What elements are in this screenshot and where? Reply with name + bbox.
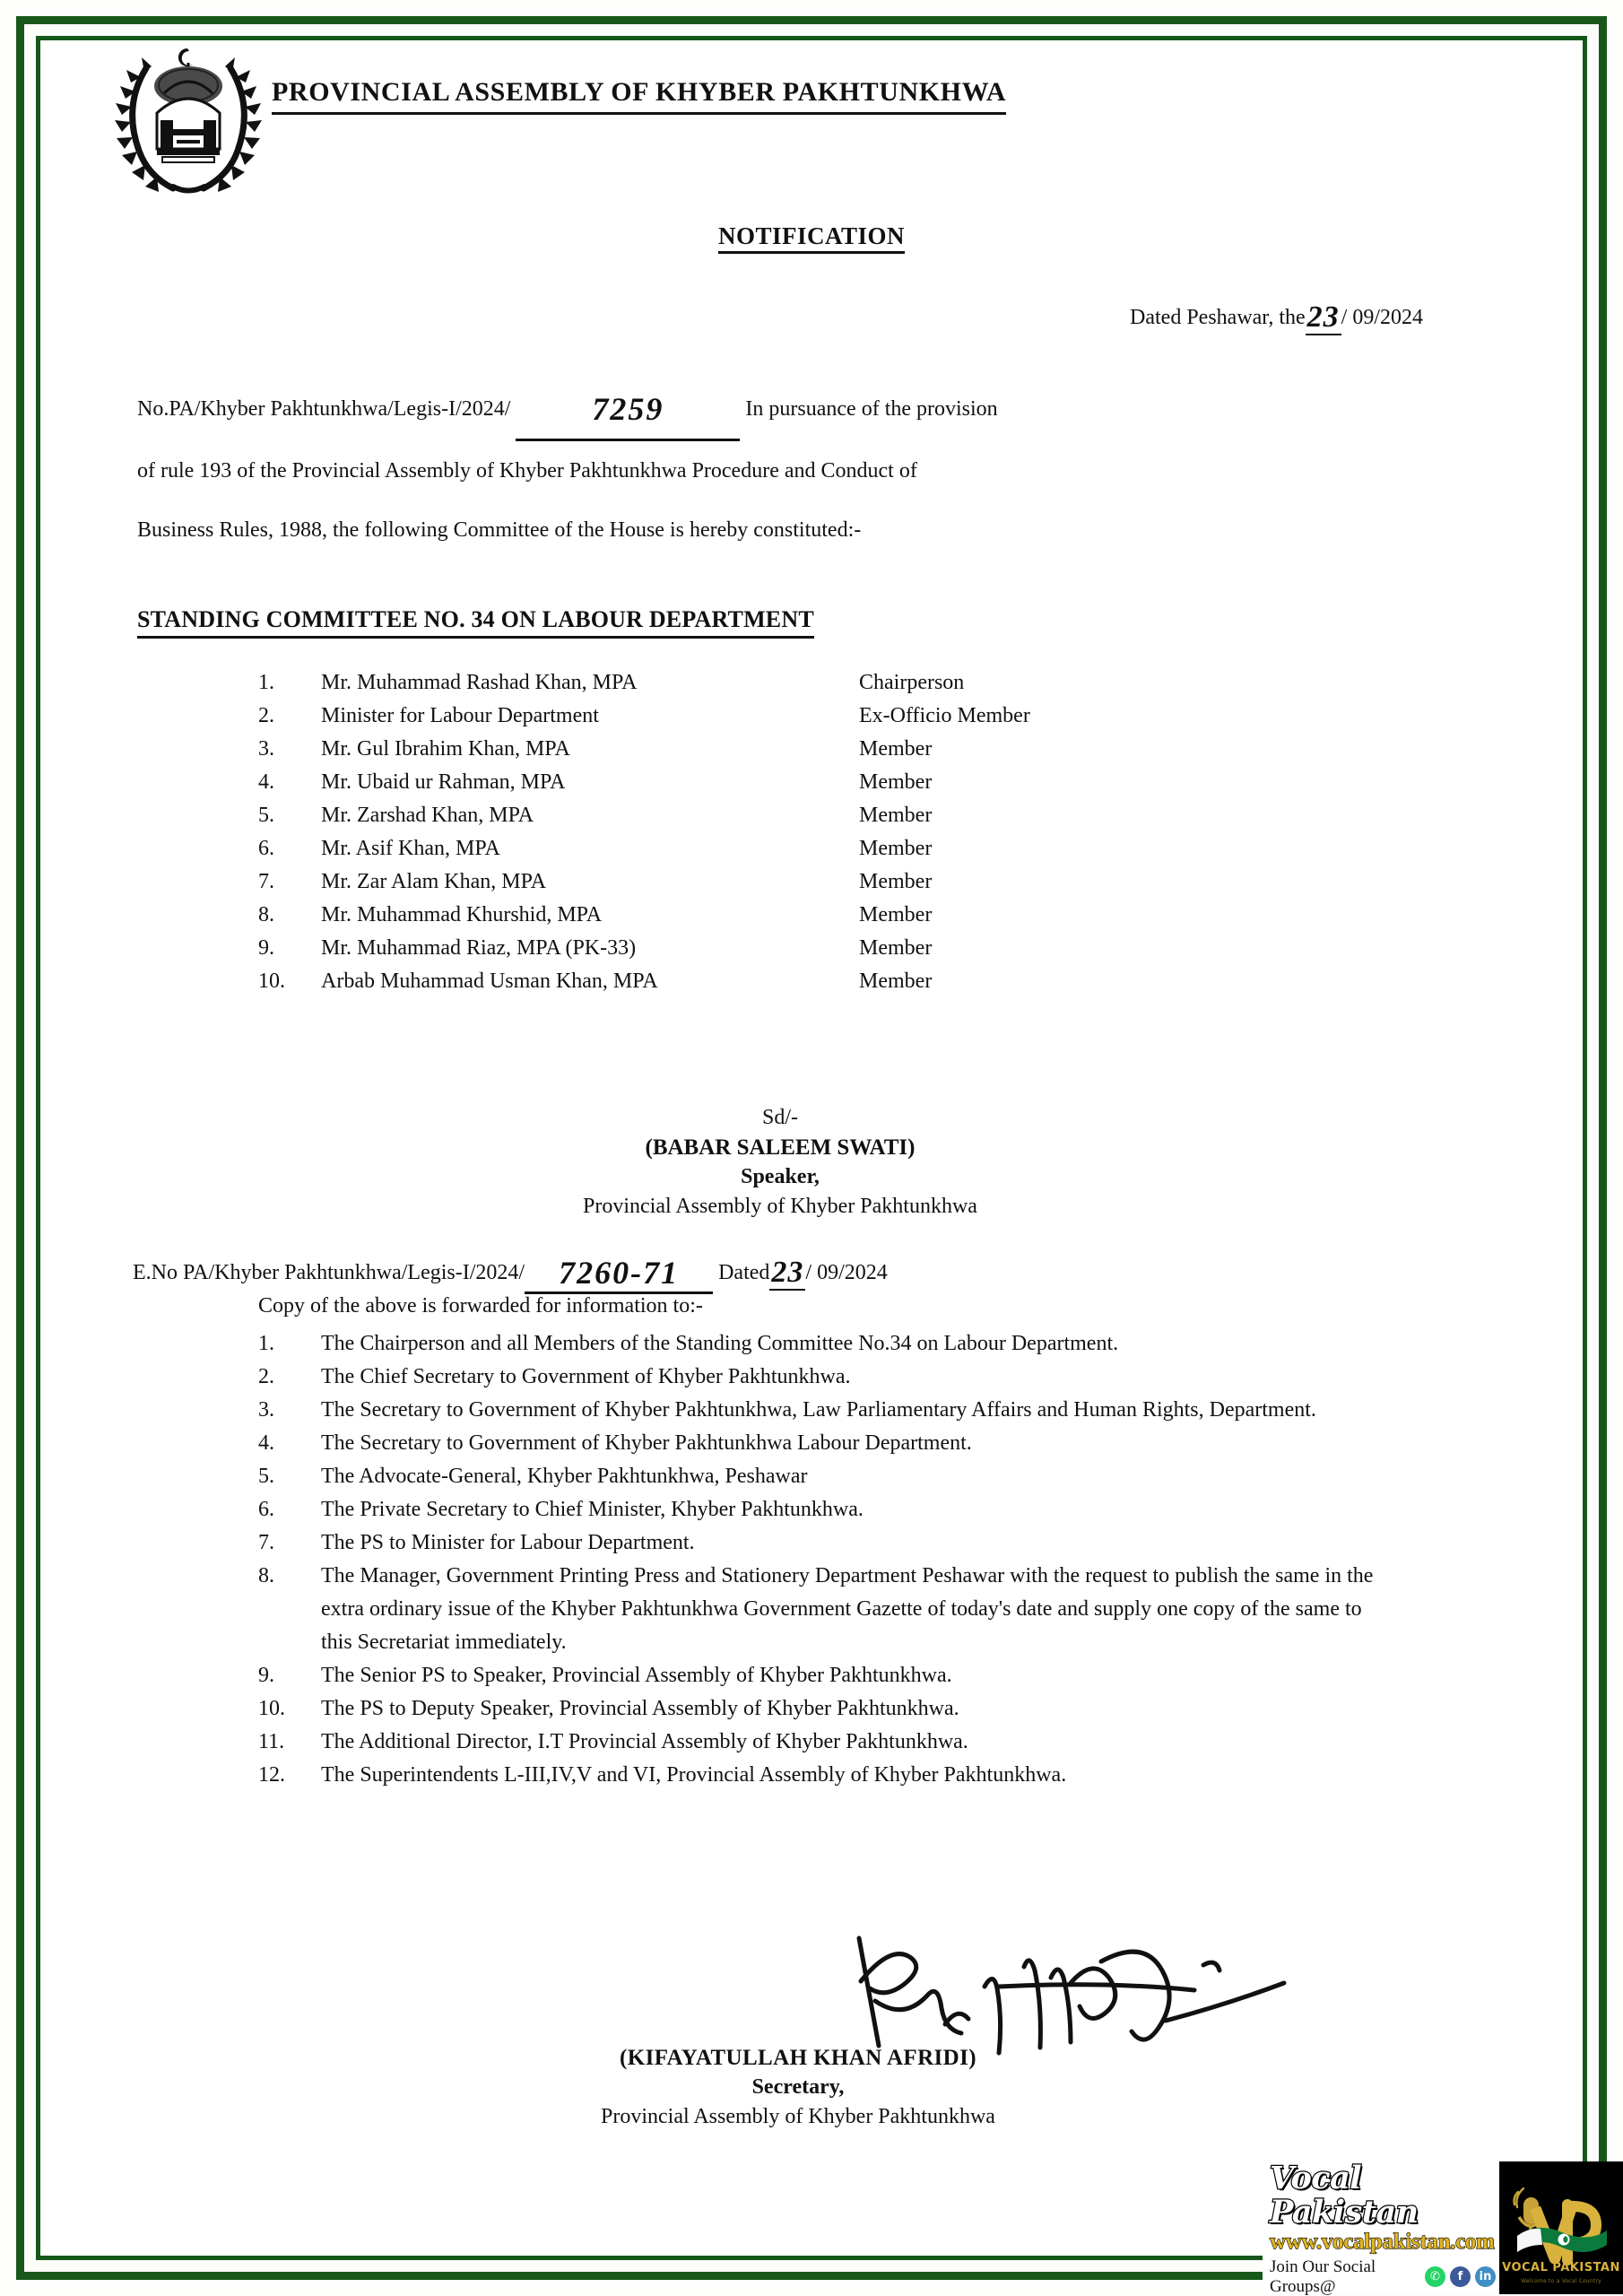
document-header <box>43 43 1580 213</box>
member-number: 5. <box>258 804 274 827</box>
endorsement-dated-label: Dated <box>718 1261 770 1284</box>
reference-body-part2: of rule 193 of the Provincial Assembly of Khyber Pakhtunkhwa Procedure and Conduct of <box>137 459 917 483</box>
member-row <box>258 804 1334 837</box>
member-number: 10. <box>258 970 285 993</box>
copy-list-item <box>258 1560 1379 1659</box>
copy-list-item <box>258 1659 1379 1692</box>
copy-item-number: 3. <box>258 1398 274 1422</box>
provincial-assembly-emblem-icon <box>110 43 267 196</box>
secretary-role: Secretary, <box>751 2075 845 2099</box>
notification-heading-text: NOTIFICATION <box>718 222 905 254</box>
member-role: Member <box>859 870 933 893</box>
logo-title: VOCAL PAKISTAN <box>1502 2261 1620 2274</box>
reference-prefix: No.PA/Khyber Pakhtunkhwa/Legis-I/2024/ <box>137 397 511 421</box>
endorsement-month: 09 <box>817 1261 839 1284</box>
endorsement-line <box>133 1254 1370 1294</box>
member-role: Member <box>859 970 933 993</box>
member-row <box>258 704 1334 737</box>
copy-item-text: The Secretary to Government of Khyber Pakhtunkhwa Labour Department. <box>321 1431 972 1455</box>
copy-item-text: The Additional Director, I.T Provincial Assembly of Khyber Pakhtunkhwa. <box>321 1730 968 1753</box>
speaker-name: (BABAR SALEEM SWATI) <box>645 1135 916 1160</box>
dateline-month: 09 <box>1352 306 1375 329</box>
member-number: 2. <box>258 704 274 727</box>
reference-number: 7259 <box>516 379 740 441</box>
member-name: Mr. Muhammad Riaz, MPA (PK-33) <box>321 936 637 960</box>
copy-list-item <box>258 1460 1379 1493</box>
speaker-role: Speaker, <box>741 1165 820 1188</box>
copy-list-item <box>258 1526 1379 1560</box>
endorsement-number: 7260-71 <box>525 1254 713 1294</box>
logo-tagline: Welcome to a Vocal Country <box>1521 2278 1601 2284</box>
watermark-url[interactable]: www.vocalpakistan.com <box>1270 2229 1495 2254</box>
member-name: Mr. Ubaid ur Rahman, MPA <box>321 770 566 794</box>
copy-item-text: The Advocate-General, Khyber Pakhtunkhwa, Peshawar <box>321 1465 808 1488</box>
committee-members-list <box>258 671 1334 1003</box>
member-role: Ex-Officio Member <box>859 704 1030 727</box>
committee-title: STANDING COMMITTEE NO. 34 ON LABOUR DEPARTMENT <box>137 606 814 639</box>
dateline-sep2: / <box>1374 306 1380 329</box>
copy-list-item <box>258 1692 1379 1726</box>
dateline-year: 2024 <box>1380 306 1423 329</box>
copy-item-text: The Chief Secretary to Government of Khyber Pakhtunkhwa. <box>321 1365 851 1388</box>
member-number: 9. <box>258 936 274 960</box>
copy-item-text: The PS to Deputy Speaker, Provincial Assembly of Khyber Pakhtunkhwa. <box>321 1697 959 1720</box>
copy-item-number: 7. <box>258 1531 274 1554</box>
member-role: Member <box>859 770 933 794</box>
notification-body <box>137 379 1366 560</box>
member-name: Mr. Muhammad Rashad Khan, MPA <box>321 671 638 694</box>
linkedin-icon[interactable]: in <box>1475 2266 1496 2287</box>
reference-body-part3: Business Rules, 1988, the following Committee of the House is hereby constituted:- <box>137 518 862 542</box>
watermark-branding <box>1263 2161 1623 2294</box>
secretary-organization: Provincial Assembly of Khyber Pakhtunkhwa <box>601 2105 995 2128</box>
member-number: 1. <box>258 671 274 694</box>
dateline-day: 23 <box>1306 300 1340 334</box>
secretary-signature-block <box>43 2043 1580 2132</box>
whatsapp-icon[interactable]: ✆ <box>1425 2266 1445 2287</box>
copy-item-text: The Manager, Government Printing Press and Stationery Department Peshawar with the request to publish the same in the extra ordinary issue of the Khyber Pakhtunkhwa Government Gazette of today's date and supply one copy of the same to this Secretariat immediately. <box>321 1564 1374 1654</box>
watermark-title: Vocal Pakistan <box>1270 2159 1419 2231</box>
copy-item-number: 6. <box>258 1498 274 1521</box>
member-role: Member <box>859 837 933 860</box>
member-number: 4. <box>258 770 274 794</box>
copy-list-item <box>258 1759 1379 1792</box>
organization-title: PROVINCIAL ASSEMBLY OF KHYBER PAKHTUNKHWA <box>272 77 1006 115</box>
member-role: Chairperson <box>859 671 965 694</box>
endorsement-prefix: E.No PA/Khyber Pakhtunkhwa/Legis-I/2024/ <box>133 1261 525 1284</box>
member-role: Member <box>859 936 933 960</box>
vocal-pakistan-logo <box>1499 2161 1623 2294</box>
member-number: 6. <box>258 837 274 860</box>
facebook-icon[interactable]: f <box>1450 2266 1471 2287</box>
copy-list-item <box>258 1361 1379 1394</box>
dateline <box>1130 300 1423 335</box>
notification-heading <box>43 222 1580 250</box>
copy-item-number: 8. <box>258 1564 274 1587</box>
member-name: Arbab Muhammad Usman Khan, MPA <box>321 970 658 993</box>
copy-forwarded-list <box>258 1327 1379 1792</box>
watermark-social-row <box>1270 2257 1496 2296</box>
endorsement-subtitle: Copy of the above is forwarded for information to:- <box>258 1294 703 1318</box>
copy-list-item <box>258 1726 1379 1759</box>
copy-item-number: 11. <box>258 1730 285 1753</box>
member-number: 3. <box>258 737 274 761</box>
watermark-join-label: Join Our Social Groups@ <box>1270 2257 1376 2296</box>
speaker-organization: Provincial Assembly of Khyber Pakhtunkhwa <box>583 1195 977 1218</box>
copy-list-item <box>258 1427 1379 1460</box>
member-row <box>258 936 1334 970</box>
member-row <box>258 737 1334 770</box>
member-row <box>258 970 1334 1003</box>
copy-item-text: The Superintendents L-III,IV,V and VI, Provincial Assembly of Khyber Pakhtunkhwa. <box>321 1763 1067 1787</box>
member-role: Member <box>859 737 933 761</box>
member-row <box>258 870 1334 903</box>
watermark-text-block <box>1263 2161 1499 2294</box>
member-row <box>258 671 1334 704</box>
endorsement-sep1: / <box>805 1261 812 1284</box>
member-row <box>258 837 1334 870</box>
member-number: 7. <box>258 870 274 893</box>
copy-item-number: 4. <box>258 1431 274 1455</box>
dateline-sep1: / <box>1341 306 1348 329</box>
endorsement-sep2: / <box>838 1261 845 1284</box>
copy-item-text: The Secretary to Government of Khyber Pakhtunkhwa, Law Parliamentary Affairs and Human Rights, Department. <box>321 1398 1316 1422</box>
copy-item-number: 1. <box>258 1332 274 1355</box>
copy-item-number: 2. <box>258 1365 274 1388</box>
dateline-prefix: Dated Peshawar, the <box>1130 306 1306 329</box>
copy-item-text: The Senior PS to Speaker, Provincial Assembly of Khyber Pakhtunkhwa. <box>321 1664 952 1687</box>
member-name: Mr. Muhammad Khurshid, MPA <box>321 903 603 926</box>
member-number: 8. <box>258 903 274 926</box>
member-row <box>258 903 1334 936</box>
copy-item-number: 5. <box>258 1465 274 1488</box>
copy-item-text: The Private Secretary to Chief Minister, Khyber Pakhtunkhwa. <box>321 1498 864 1521</box>
copy-list-item <box>258 1327 1379 1361</box>
copy-list-item <box>258 1493 1379 1526</box>
copy-item-number: 10. <box>258 1697 285 1720</box>
endorsement-year: 2024 <box>844 1261 888 1284</box>
member-name: Minister for Labour Department <box>321 704 599 727</box>
copy-item-text: The PS to Minister for Labour Department. <box>321 1531 695 1554</box>
speaker-sd-label: Sd/- <box>761 1106 798 1129</box>
secretary-name: (KIFAYATULLAH KHAN AFRIDI) <box>620 2046 976 2070</box>
member-name: Mr. Gul Ibrahim Khan, MPA <box>321 737 570 761</box>
member-row <box>258 770 1334 804</box>
copy-item-text: The Chairperson and all Members of the Standing Committee No.34 on Labour Department. <box>321 1332 1119 1355</box>
reference-body-part1: In pursuance of the provision <box>745 397 998 421</box>
copy-item-number: 12. <box>258 1763 285 1787</box>
copy-item-number: 9. <box>258 1664 274 1687</box>
document-sheet <box>43 43 1580 2253</box>
member-name: Mr. Zar Alam Khan, MPA <box>321 870 547 893</box>
member-role: Member <box>859 903 933 926</box>
speaker-signature-block <box>43 1103 1580 1222</box>
member-name: Mr. Asif Khan, MPA <box>321 837 500 860</box>
member-name: Mr. Zarshad Khan, MPA <box>321 804 534 827</box>
endorsement-day: 23 <box>771 1256 804 1289</box>
copy-list-item <box>258 1394 1379 1427</box>
member-role: Member <box>859 804 933 827</box>
